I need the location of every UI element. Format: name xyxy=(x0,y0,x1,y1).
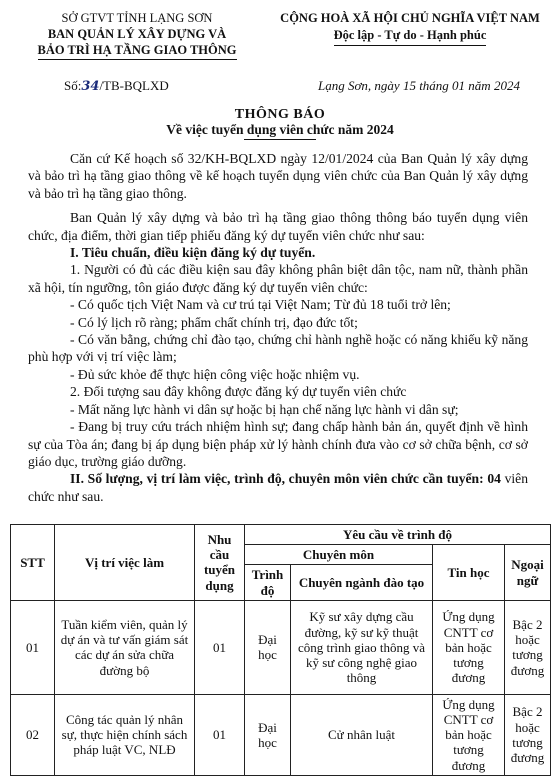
col-header-it: Tin học xyxy=(433,545,505,601)
issuer-parent: SỞ GTVT TỈNH LẠNG SƠN xyxy=(61,11,213,25)
bullet-qualifications: - Có văn bằng, chứng chỉ đào tạo, chứng chỉ hành nghề hoặc có năng khiếu kỹ năng phù hợp với vị trí việc làm; xyxy=(28,332,528,365)
col-header-major: Chuyên ngành đào tạo xyxy=(291,565,433,600)
col-header-requirements: Yêu cầu về trình độ xyxy=(245,525,551,545)
document-subtitle: Về việc tuyển dụng viên chức năm 2024 xyxy=(166,122,394,137)
doc-no-handwritten: 34 xyxy=(81,79,100,94)
row-quota: 01 xyxy=(195,600,245,694)
col-header-specialty: Chuyên môn xyxy=(245,545,433,565)
row-major: Cử nhân luật xyxy=(291,694,433,775)
paragraph-eligibility: 1. Người có đủ các điều kiện sau đây không phân biệt dân tộc, nam nữ, thành phần xã hội, tín ngưỡng, tôn giáo được đăng ký dự tuyển viên chức: xyxy=(28,262,528,295)
row-stt: 02 xyxy=(11,694,55,775)
row-level: Đại học xyxy=(245,694,291,775)
recruitment-table xyxy=(10,524,551,776)
row-language: Bậc 2 hoặc tương đương xyxy=(505,600,551,694)
subtitle-rule xyxy=(244,139,316,140)
row-language: Bậc 2 hoặc tương đương xyxy=(505,694,551,775)
motto: Độc lập - Tự do - Hạnh phúc xyxy=(334,27,487,46)
section-heading-2 xyxy=(28,470,528,505)
national-motto-block xyxy=(262,10,558,46)
section-heading-2-text: II. Số lượng, vị trí làm việc, trình độ, chuyên môn viên chức cần tuyển: xyxy=(70,471,484,487)
row-position: Công tác quản lý nhân sự, thực hiện chính sách pháp luật VC, NLĐ xyxy=(55,694,195,775)
paragraph-announcement: Ban Quản lý xây dựng và bảo trì hạ tầng giao thông thông báo tuyển dụng viên chức, địa điểm, thời gian tiếp phiếu đăng ký dự tuyển viên chức như sau: xyxy=(28,210,528,243)
col-header-position: Vị trí việc làm xyxy=(55,525,195,601)
table-row xyxy=(11,694,551,775)
bullet-nationality: - Có quốc tịch Việt Nam và cư trú tại Việt Nam; Từ đủ 18 tuổi trở lên; xyxy=(70,297,451,313)
country-name: CỘNG HOÀ XÃ HỘI CHỦ NGHĨA VIỆT NAM xyxy=(280,11,540,25)
document-body xyxy=(28,150,528,505)
section-heading-1: I. Tiêu chuẩn, điều kiện đăng ký dự tuyển. xyxy=(70,245,316,261)
col-header-quota: Nhu cầu tuyển dụng xyxy=(195,525,245,601)
document-title: THÔNG BÁO xyxy=(234,107,326,122)
col-header-language: Ngoại ngữ xyxy=(505,545,551,601)
bullet-civil-capacity: - Mất năng lực hành vi dân sự hoặc bị hạn chế năng lực hành vi dân sự; xyxy=(70,401,459,417)
bullet-background: - Có lý lịch rõ ràng; phẩm chất chính trị, đạo đức tốt; xyxy=(70,314,358,330)
row-it: Ứng dụng CNTT cơ bản hoặc tương đương xyxy=(433,694,505,775)
issuer-block xyxy=(6,10,268,60)
row-quota: 01 xyxy=(195,694,245,775)
section-heading-2-rest: viên chức như sau. xyxy=(28,471,529,504)
col-header-level: Trình độ xyxy=(245,565,291,600)
paragraph-exclusions: 2. Đối tượng sau đây không được đăng ký dự tuyển viên chức xyxy=(70,384,407,400)
bullet-health: - Đủ sức khỏe để thực hiện công việc hoặc nhiệm vụ. xyxy=(70,366,360,382)
table-row xyxy=(11,600,551,694)
section-heading-2-count: 04 xyxy=(487,471,501,487)
issuer-name-line1: BAN QUẢN LÝ XÂY DỰNG VÀ xyxy=(47,27,227,41)
row-it: Ứng dụng CNTT cơ bản hoặc tương đương xyxy=(433,600,505,694)
row-major: Kỹ sư xây dựng cầu đường, kỹ sư kỹ thuật công trình giao thông và kỹ sư công nghệ giao thông xyxy=(291,600,433,694)
issuer-name-line2: BẢO TRÌ HẠ TẦNG GIAO THÔNG xyxy=(38,42,237,60)
paragraph-legal-basis: Căn cứ Kế hoạch số 32/KH-BQLXD ngày 12/01/2024 của Ban Quản lý xây dựng và bảo trì hạ tầng giao thông về kế hoạch tuyển dụng viên chức của Ban Quản lý xây dựng và bảo trì hạ tầng giao thông. xyxy=(28,151,528,201)
doc-no-prefix: Số: xyxy=(64,78,82,93)
row-position: Tuần kiểm viên, quản lý dự án và tư vấn giám sát các dự án sửa chữa đường bộ xyxy=(55,600,195,694)
col-header-stt: STT xyxy=(11,525,55,601)
row-stt: 01 xyxy=(11,600,55,694)
row-level: Đại học xyxy=(245,600,291,694)
bullet-criminal: - Đang bị truy cứu trách nhiệm hình sự; đang chấp hành bản án, quyết định về hình sự của Tòa án; đang bị áp dụng biện pháp xử lý hành chính đưa vào cơ sở chữa bệnh, cơ sở giáo dục, trường giáo dưỡng. xyxy=(28,419,528,469)
doc-no-suffix: /TB-BQLXD xyxy=(99,78,169,93)
document-number xyxy=(64,78,169,94)
issue-date: Lạng Sơn, ngày 15 tháng 01 năm 2024 xyxy=(318,78,520,93)
